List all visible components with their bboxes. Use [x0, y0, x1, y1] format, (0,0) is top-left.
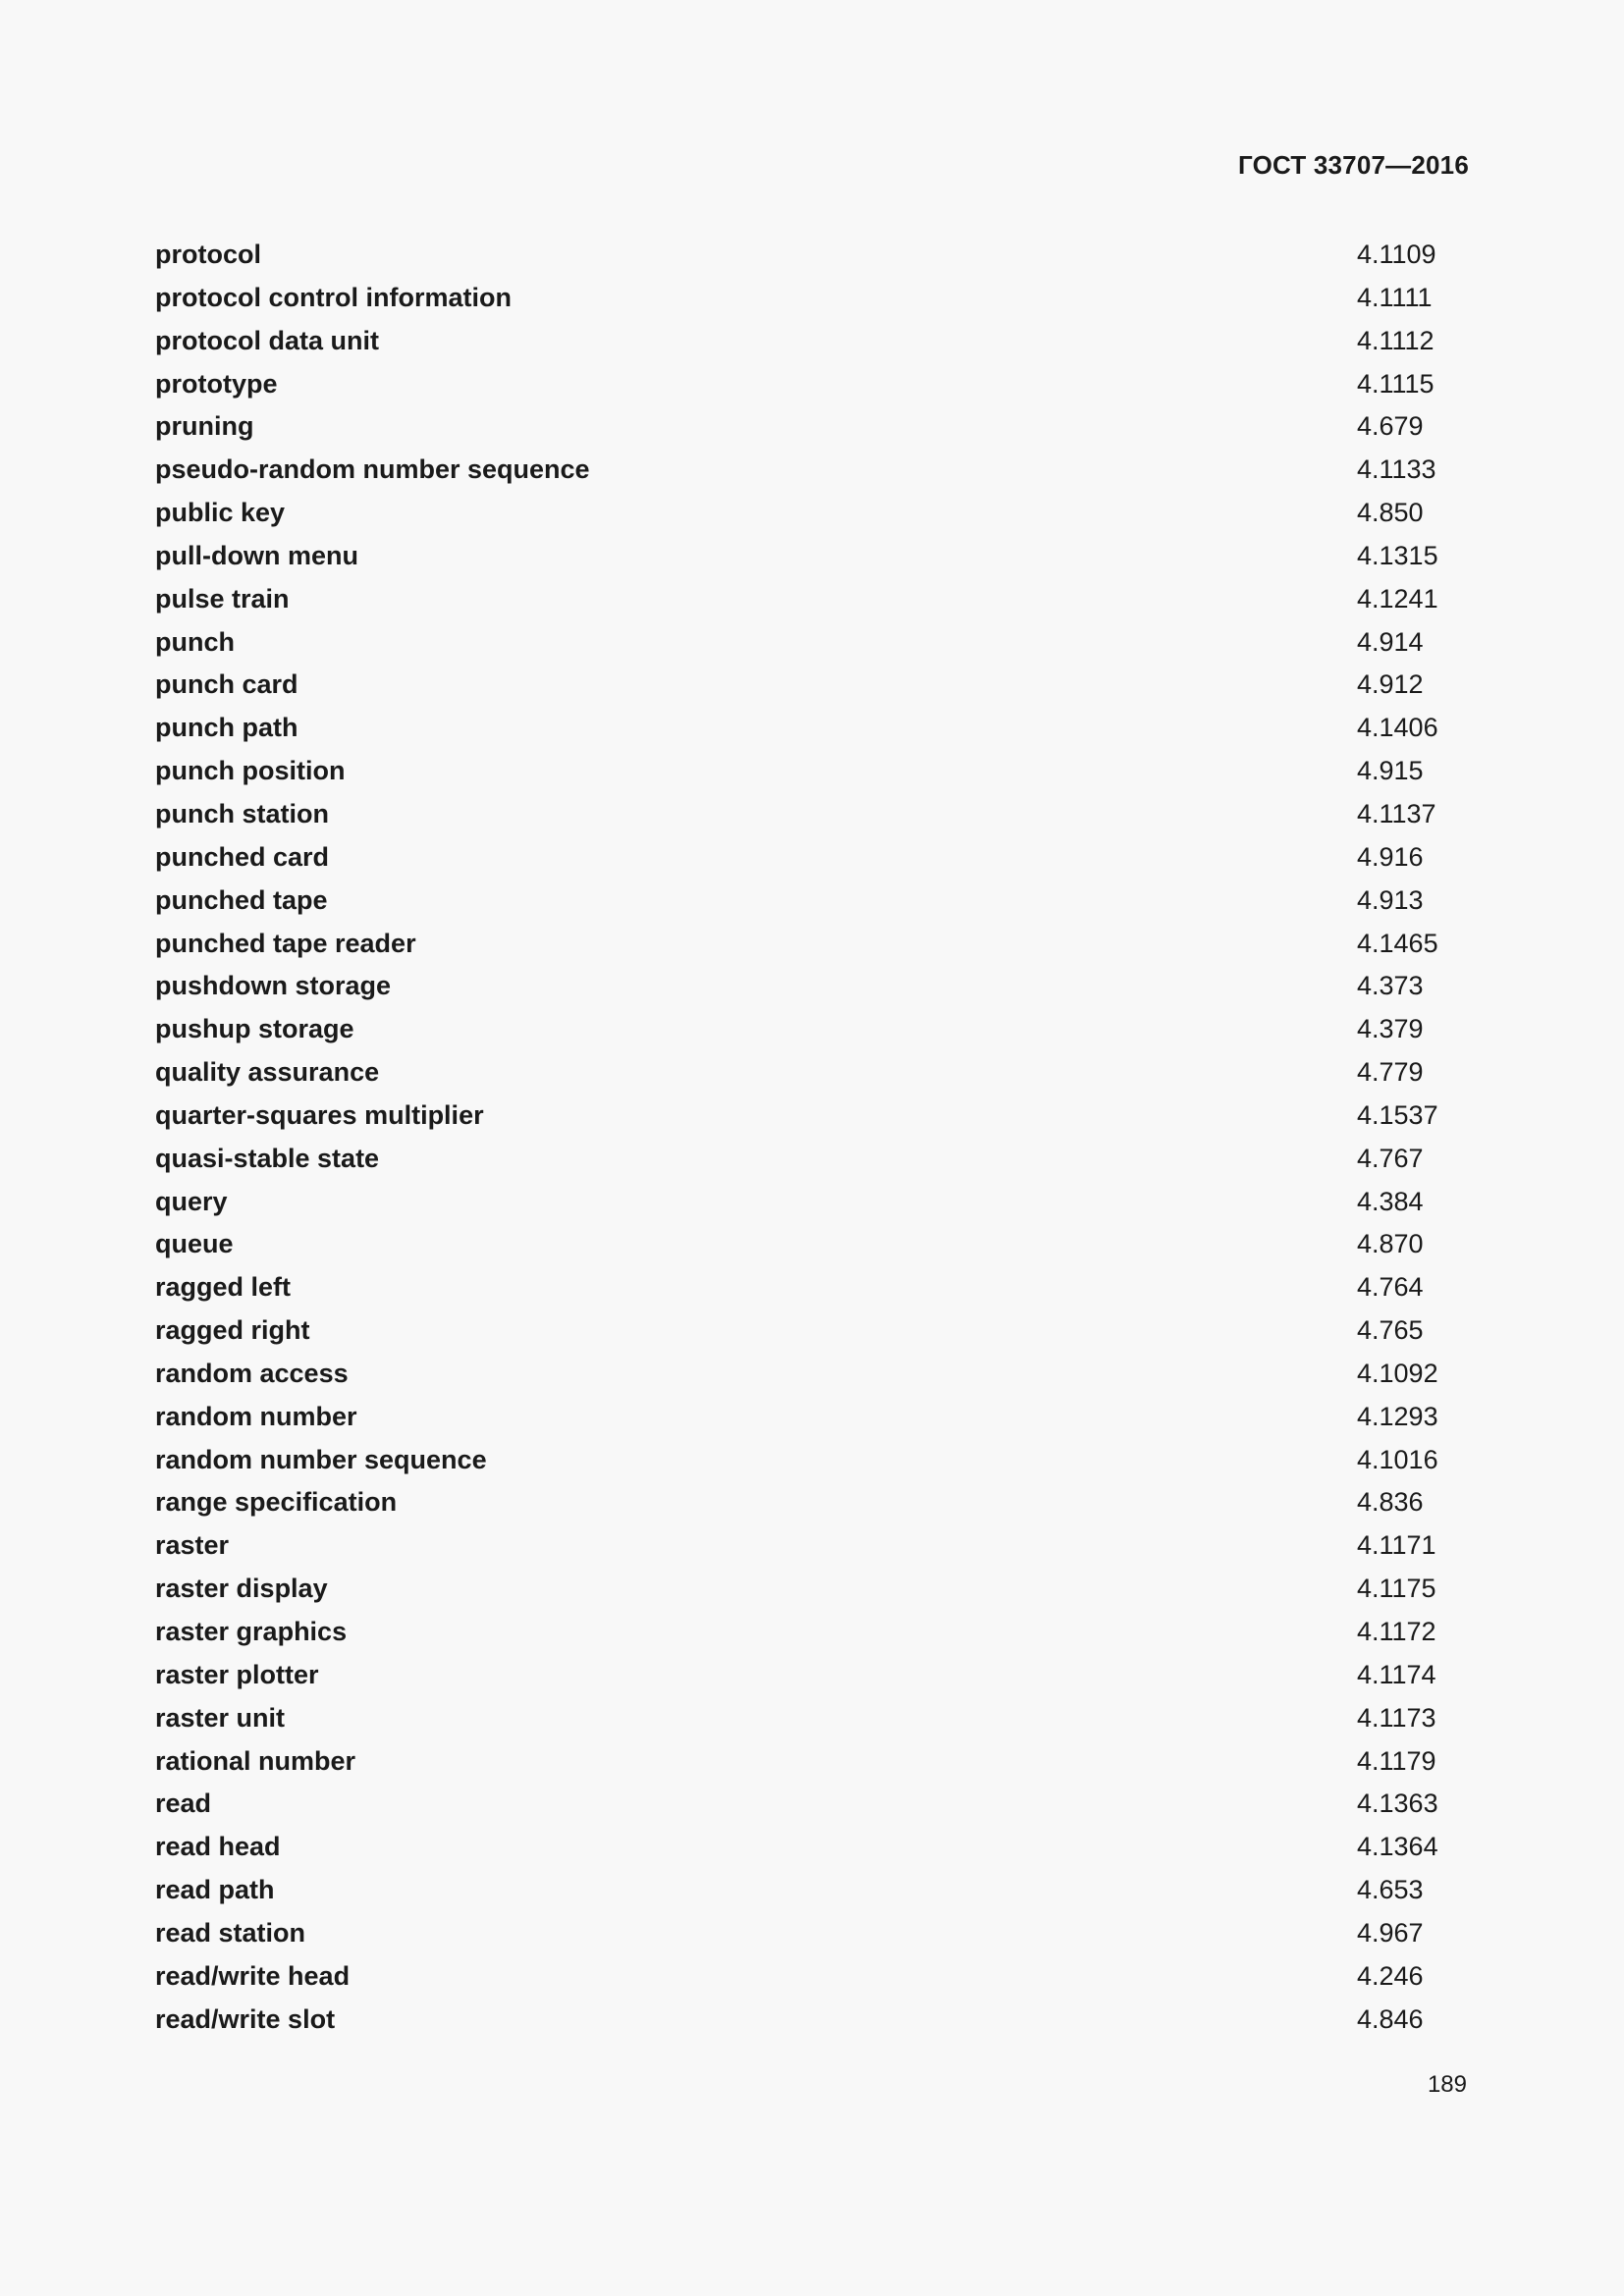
index-row — [155, 1567, 1471, 1610]
index-term: raster plotter — [155, 1659, 319, 1689]
index-reference-number: 4.915 — [1357, 756, 1424, 786]
index-term: punched card — [155, 841, 330, 872]
index-reference-number: 4.1016 — [1357, 1444, 1438, 1474]
index-row — [155, 749, 1471, 792]
index-row — [155, 491, 1471, 534]
index-reference-number: 4.1092 — [1357, 1358, 1438, 1388]
index-reference-number: 4.679 — [1357, 411, 1424, 442]
index-term: punch card — [155, 669, 298, 700]
index-term: raster — [155, 1530, 230, 1561]
index-row — [155, 792, 1471, 835]
index-reference-number: 4.846 — [1357, 2003, 1424, 2034]
index-term: read head — [155, 1832, 281, 1862]
index-term: quasi-stable state — [155, 1143, 380, 1173]
index-row — [155, 1438, 1471, 1481]
index-term: range specification — [155, 1487, 398, 1518]
index-row — [155, 1395, 1471, 1438]
index-term: quarter-squares multiplier — [155, 1099, 484, 1130]
index-reference-number: 4.1293 — [1357, 1401, 1438, 1431]
index-term: query — [155, 1186, 228, 1216]
index-row — [155, 1696, 1471, 1739]
index-term: queue — [155, 1229, 234, 1259]
index-row — [155, 879, 1471, 922]
index-reference-number: 4.246 — [1357, 1960, 1424, 1991]
index-reference-number: 4.1173 — [1357, 1702, 1436, 1733]
index-row — [155, 1998, 1471, 2041]
index-reference-number: 4.1241 — [1357, 583, 1438, 614]
index-term: read/write slot — [155, 2003, 336, 2034]
index-term: read/write head — [155, 1960, 351, 1991]
index-reference-number: 4.779 — [1357, 1057, 1424, 1088]
index-row — [155, 1739, 1471, 1783]
index-term: pushdown storage — [155, 971, 392, 1001]
index-reference-number: 4.1537 — [1357, 1099, 1438, 1130]
index-row — [155, 1911, 1471, 1954]
index-row — [155, 1308, 1471, 1352]
index-reference-number: 4.1364 — [1357, 1832, 1438, 1862]
index-term: raster display — [155, 1574, 328, 1604]
index-row — [155, 1954, 1471, 1998]
index-row — [155, 448, 1471, 491]
index-term: protocol — [155, 240, 261, 269]
index-reference-number: 4.653 — [1357, 1875, 1424, 1905]
index-term: random number — [155, 1401, 357, 1431]
index-term: protocol data unit — [155, 325, 379, 355]
index-row — [155, 1610, 1471, 1653]
index-term: random number sequence — [155, 1444, 487, 1474]
index-term: pulse train — [155, 583, 290, 614]
index-row — [155, 577, 1471, 620]
index-reference-number: 4.1133 — [1357, 454, 1436, 485]
index-reference-number: 4.1112 — [1357, 325, 1435, 355]
index-row — [155, 1094, 1471, 1137]
index-reference-number: 4.1179 — [1357, 1745, 1436, 1776]
index-row — [155, 964, 1471, 1007]
index-term: pseudo-random number sequence — [155, 454, 590, 485]
index-row — [155, 835, 1471, 879]
index-row — [155, 276, 1471, 319]
index-reference-number: 4.765 — [1357, 1315, 1424, 1346]
index-row — [155, 663, 1471, 706]
index-term: public key — [155, 498, 286, 528]
index-row — [155, 319, 1471, 362]
index-reference-number: 4.1111 — [1357, 282, 1433, 312]
index-reference-number: 4.379 — [1357, 1014, 1424, 1044]
index-term: punch position — [155, 756, 346, 786]
index-row — [155, 233, 1471, 276]
index-term: pruning — [155, 411, 254, 442]
index-reference-number: 4.1174 — [1357, 1659, 1436, 1689]
index-term: random access — [155, 1358, 349, 1388]
index-reference-number: 4.967 — [1357, 1917, 1424, 1948]
index-row — [155, 1222, 1471, 1265]
index-reference-number: 4.373 — [1357, 971, 1424, 1001]
index-reference-number: 4.836 — [1357, 1487, 1424, 1518]
index-reference-number: 4.1406 — [1357, 713, 1438, 743]
index-row — [155, 1523, 1471, 1567]
index-reference-number: 4.850 — [1357, 498, 1424, 528]
index-reference-number: 4.1363 — [1357, 1789, 1438, 1819]
index-reference-number: 4.1109 — [1357, 240, 1436, 269]
index-row — [155, 534, 1471, 577]
index-row — [155, 706, 1471, 749]
index-reference-number: 4.1115 — [1357, 368, 1435, 399]
index-reference-number: 4.916 — [1357, 841, 1424, 872]
index-row — [155, 922, 1471, 965]
page-number: 189 — [1427, 2071, 1467, 2098]
index-term: read path — [155, 1875, 275, 1905]
index-term: punch station — [155, 798, 329, 828]
index-term: punched tape — [155, 884, 328, 915]
index-row — [155, 1825, 1471, 1868]
index-term: raster unit — [155, 1702, 286, 1733]
index-term: raster graphics — [155, 1617, 348, 1646]
index-reference-number: 4.1175 — [1357, 1574, 1436, 1604]
index-term: pull-down menu — [155, 540, 358, 570]
index-row — [155, 1265, 1471, 1308]
index-row — [155, 1180, 1471, 1223]
index-row — [155, 1480, 1471, 1523]
index-term: pushup storage — [155, 1014, 354, 1044]
index-term: punched tape reader — [155, 928, 416, 958]
index-reference-number: 4.1465 — [1357, 928, 1438, 958]
index-term: punch — [155, 626, 235, 657]
index-reference-number: 4.1171 — [1357, 1530, 1436, 1561]
index-term: ragged left — [155, 1272, 292, 1303]
index-term: rational number — [155, 1745, 356, 1776]
index-reference-number: 4.913 — [1357, 884, 1424, 915]
index-reference-number: 4.764 — [1357, 1272, 1424, 1303]
index-row — [155, 404, 1471, 448]
index-row — [155, 1868, 1471, 1911]
index-term: punch path — [155, 713, 298, 743]
index-reference-number: 4.767 — [1357, 1143, 1424, 1173]
document-header: ГОСТ 33707—2016 — [1238, 150, 1469, 180]
index-row — [155, 1137, 1471, 1180]
index-reference-number: 4.1137 — [1357, 798, 1436, 828]
index-row — [155, 620, 1471, 664]
term-index-list — [155, 233, 1471, 2040]
index-row — [155, 1050, 1471, 1094]
index-row — [155, 1007, 1471, 1050]
index-reference-number: 4.914 — [1357, 626, 1424, 657]
index-row — [155, 1352, 1471, 1395]
index-term: protocol control information — [155, 282, 512, 312]
index-reference-number: 4.912 — [1357, 669, 1424, 700]
index-term: read station — [155, 1917, 306, 1948]
index-reference-number: 4.1172 — [1357, 1617, 1436, 1646]
index-term: quality assurance — [155, 1057, 380, 1088]
index-term: prototype — [155, 368, 278, 399]
index-reference-number: 4.870 — [1357, 1229, 1424, 1259]
index-row — [155, 1653, 1471, 1696]
index-term: ragged right — [155, 1315, 310, 1346]
index-reference-number: 4.1315 — [1357, 540, 1438, 570]
index-reference-number: 4.384 — [1357, 1186, 1424, 1216]
index-term: read — [155, 1789, 212, 1819]
index-row — [155, 362, 1471, 405]
index-row — [155, 1782, 1471, 1825]
